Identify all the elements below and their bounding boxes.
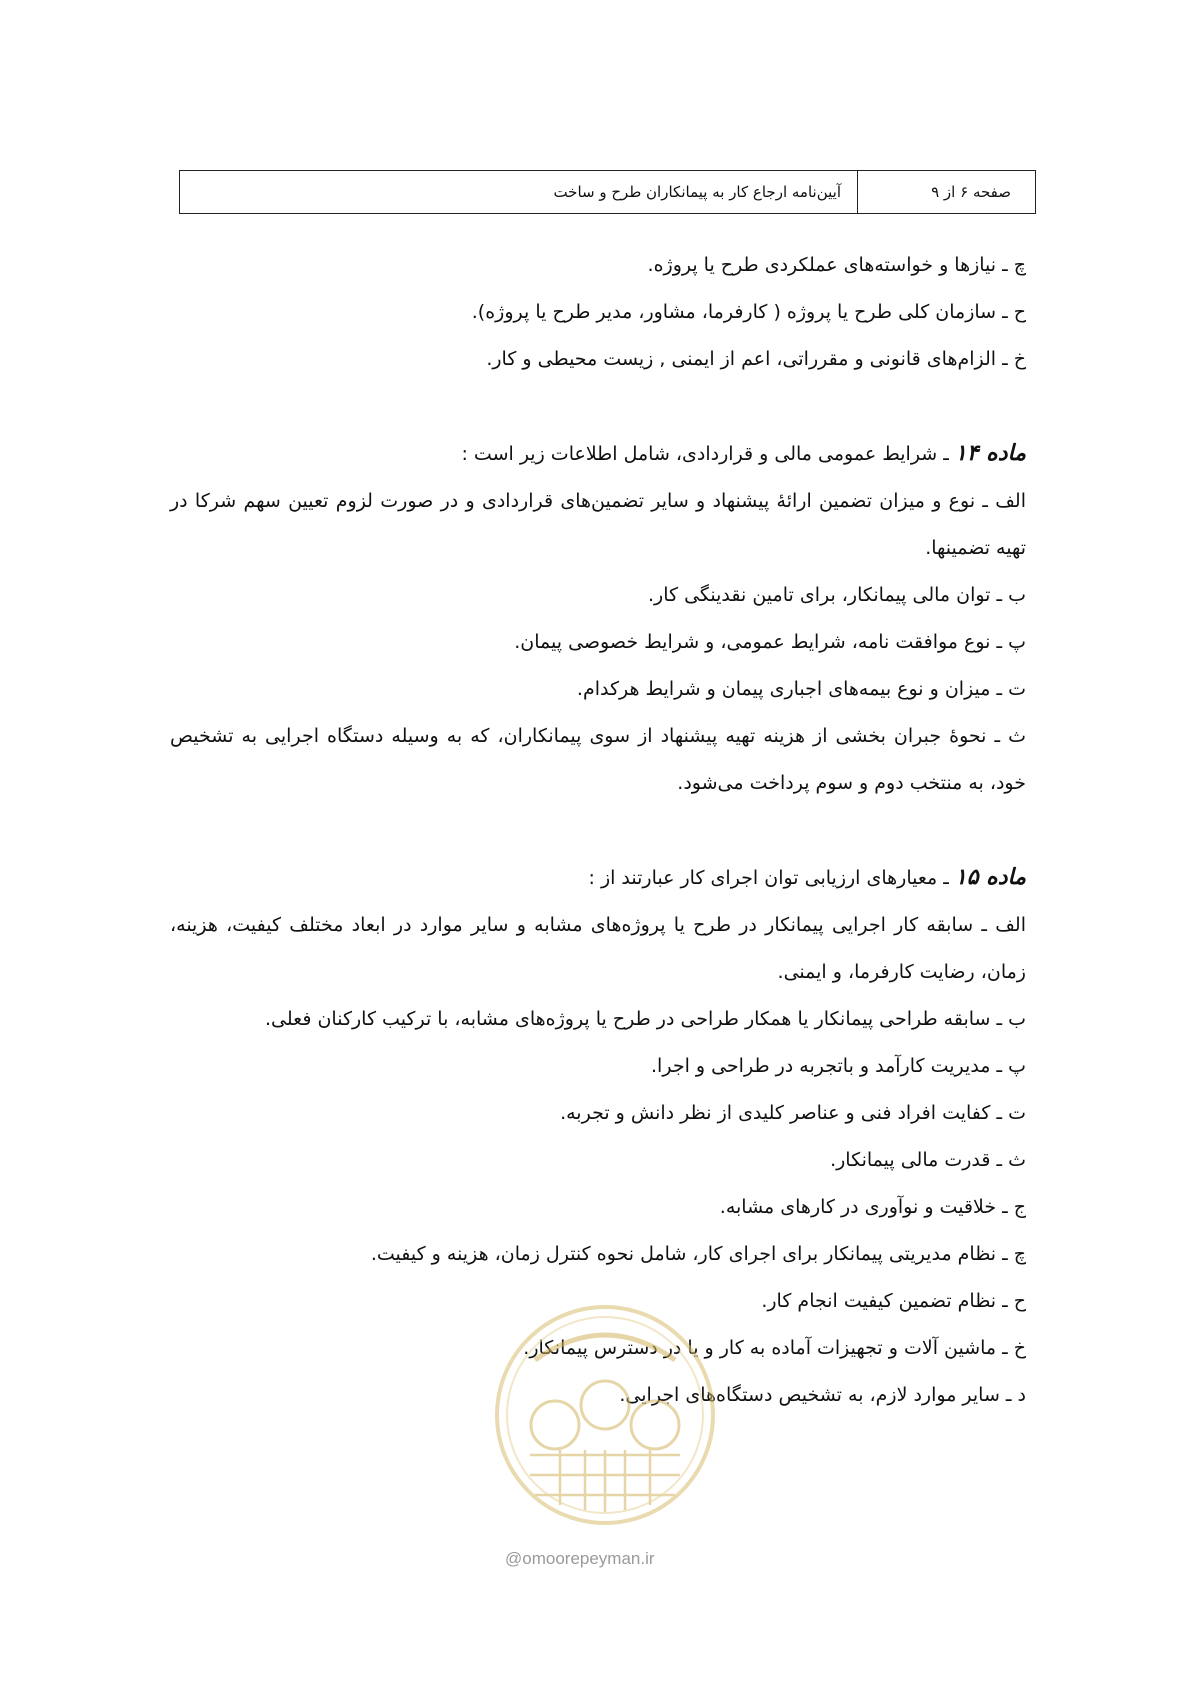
list-item: ج ـ خلاقیت و نوآوری در کارهای مشابه. — [719, 1196, 1026, 1218]
list-item: ت ـ کفایت افراد فنی و عناصر کلیدی از نظر دانش و تجربه. — [560, 1102, 1026, 1124]
list-item: ح ـ نظام تضمین کیفیت انجام کار. — [761, 1290, 1026, 1312]
list-item: الف ـ سابقه کار اجرایی پیمانکار در طرح یا پروژه‌های مشابه و سایر موارد در ابعاد مختلف کیفیت، هزینه، زمان، رضایت کارفرما، و ایمنی. — [170, 914, 1026, 983]
page-header — [179, 170, 1036, 214]
list-item: د ـ سایر موارد لازم، به تشخیص دستگاه‌های اجرایی. — [619, 1384, 1026, 1406]
document-title: آیین‌نامه ارجاع کار به پیمانکاران طرح و ساخت — [553, 183, 841, 201]
article-heading: ماده ۱۴ — [954, 440, 1026, 466]
list-item: چ ـ نظام مدیریتی پیمانکار برای اجرای کار، شامل نحوه کنترل زمان، هزینه و کیفیت. — [370, 1243, 1026, 1265]
list-item: خ ـ الزام‌های قانونی و مقرراتی، اعم از ایمنی , زیست محیطی و کار. — [486, 348, 1026, 370]
list-item: پ ـ مدیریت کارآمد و باتجربه در طراحی و اجرا. — [651, 1055, 1026, 1077]
page-number: صفحه ۶ از ۹ — [857, 171, 1035, 213]
list-item: خ ـ ماشین آلات و تجهیزات آماده به کار و یا در دسترس پیمانکار. — [523, 1337, 1026, 1359]
article-intro: ـ معیارهای ارزیابی توان اجرای کار عبارتند از : — [588, 867, 955, 889]
list-item: الف ـ نوع و میزان تضمین ارائهٔ پیشنهاد و سایر تضمین‌های قراردادی و در صورت لزوم تعیین سهم شرکا در تهیه تضمینها. — [170, 490, 1026, 559]
article-intro: ـ شرایط عمومی مالی و قراردادی، شامل اطلاعات زیر است : — [461, 443, 955, 465]
list-item: پ ـ نوع موافقت نامه، شرایط عمومی، و شرایط خصوصی پیمان. — [514, 631, 1026, 653]
watermark-logo-icon — [490, 1300, 720, 1530]
list-item: ب ـ سابقه طراحی پیمانکار یا همکار طراحی در طرح یا پروژه‌های مشابه، با ترکیب کارکنان فعلی. — [265, 1008, 1026, 1030]
list-item: ث ـ نحوهٔ جبران بخشی از هزینه تهیه پیشنهاد از سوی پیمانکاران، که به وسیله دستگاه اجرایی به تشخیص خود، به منتخب دوم و سوم پرداخت می‌شود. — [170, 725, 1026, 794]
list-item: ب ـ توان مالی پیمانکار، برای تامین نقدینگی کار. — [647, 584, 1026, 606]
article-14-title — [170, 430, 1026, 478]
list-item: ت ـ میزان و نوع بیمه‌های اجباری پیمان و شرایط هرکدام. — [576, 678, 1026, 700]
list-item: چ ـ نیازها و خواسته‌های عملکردی طرح یا پروژه. — [647, 254, 1026, 276]
article-15-title — [170, 854, 1026, 902]
list-item: ث ـ قدرت مالی پیمانکار. — [830, 1149, 1026, 1171]
article-heading: ماده ۱۵ — [954, 864, 1026, 890]
watermark-url: @omoorepeyman.ir — [505, 1549, 655, 1568]
list-item: ح ـ سازمان کلی طرح یا پروژه ( کارفرما، مشاور، مدیر طرح یا پروژه). — [471, 301, 1026, 323]
document-body — [170, 242, 1026, 1419]
